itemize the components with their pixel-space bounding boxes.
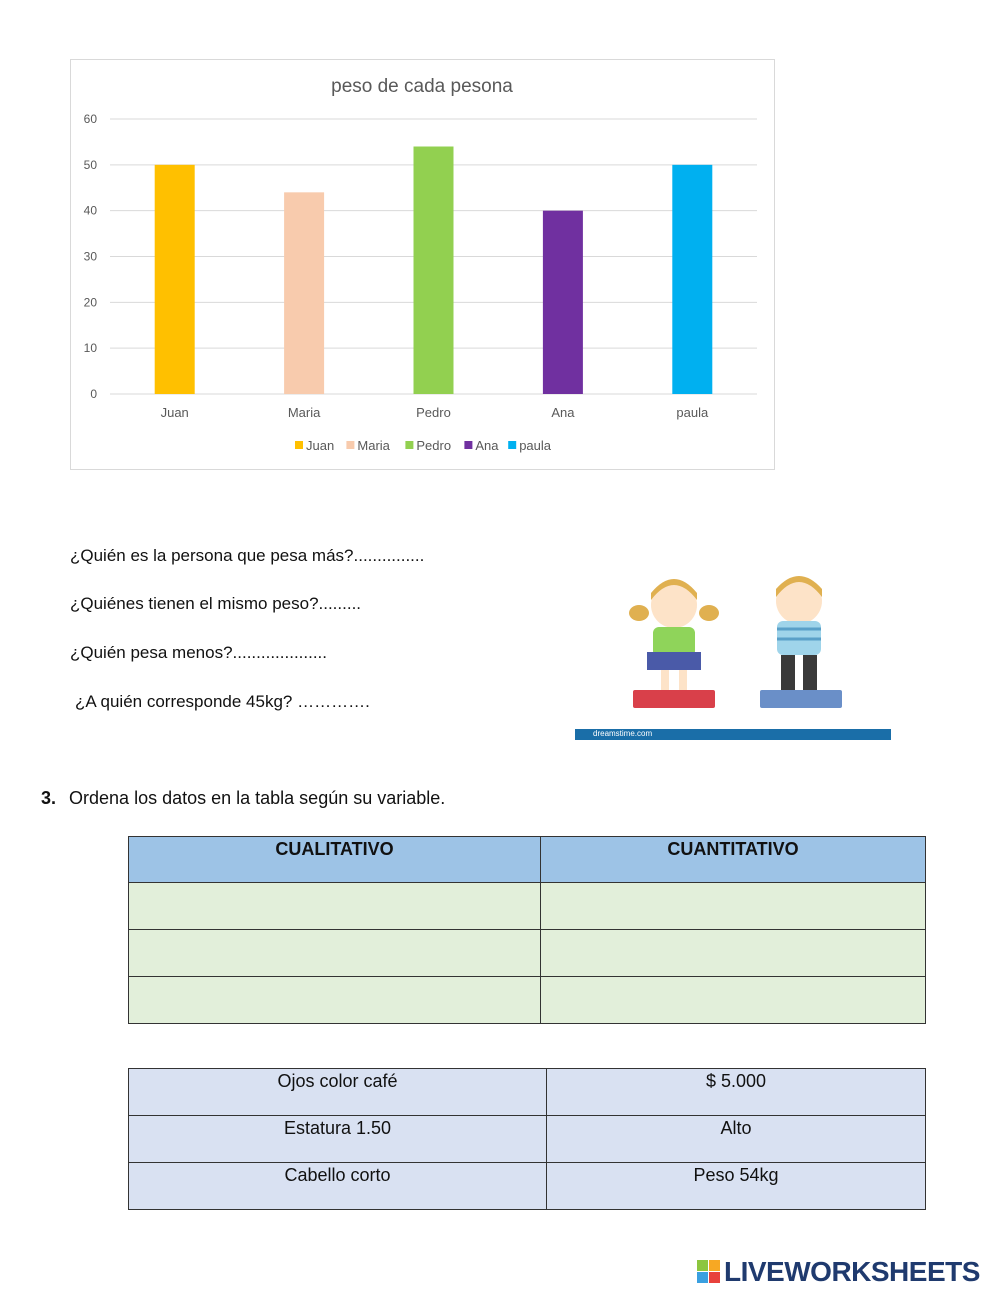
drop-cell[interactable] bbox=[129, 883, 541, 930]
legend-swatch-pedro bbox=[405, 441, 413, 449]
item-cell[interactable]: Alto bbox=[547, 1116, 926, 1163]
item-cell[interactable]: Peso 54kg bbox=[547, 1163, 926, 1210]
chart-svg bbox=[71, 60, 774, 469]
y-tick-label: 30 bbox=[83, 249, 97, 264]
y-tick-label: 0 bbox=[90, 387, 97, 401]
y-tick-label: 50 bbox=[83, 157, 97, 172]
legend-label: Ana bbox=[475, 438, 499, 453]
section-number: 3. bbox=[41, 788, 57, 808]
legend-swatch-ana bbox=[464, 441, 472, 449]
y-tick-label: 40 bbox=[83, 203, 97, 218]
section-text: Ordena los datos en la tabla según su variable. bbox=[69, 788, 446, 808]
legend-label: paula bbox=[519, 438, 552, 453]
drop-cell[interactable] bbox=[541, 883, 926, 930]
x-tick-label: paula bbox=[676, 405, 709, 420]
legend-label: Maria bbox=[357, 438, 390, 453]
legend-swatch-paula bbox=[508, 441, 516, 449]
question-3: ¿Quién pesa menos?.................... bbox=[70, 643, 328, 662]
legend-swatch-juan bbox=[295, 441, 303, 449]
image-credit: dreamstime.com bbox=[593, 729, 653, 738]
chart-title: peso de cada pesona bbox=[331, 76, 513, 97]
drop-cell[interactable] bbox=[129, 977, 541, 1024]
x-tick-label: Maria bbox=[287, 405, 321, 420]
x-tick-label: Ana bbox=[551, 405, 575, 420]
drop-cell[interactable] bbox=[541, 977, 926, 1024]
question-1: ¿Quién es la persona que pesa más?............... bbox=[70, 546, 425, 565]
section-heading bbox=[41, 788, 445, 809]
logo-text: LIVEWORKSHEETS bbox=[724, 1256, 980, 1287]
drop-cell[interactable] bbox=[129, 930, 541, 977]
legend-label: Juan bbox=[306, 438, 335, 453]
drop-cell[interactable] bbox=[541, 930, 926, 977]
legend-swatch-maria bbox=[346, 441, 354, 449]
classification-table bbox=[128, 836, 926, 1024]
bar-paula bbox=[672, 165, 712, 394]
y-tick-label: 60 bbox=[83, 112, 97, 126]
item-cell[interactable]: Cabello corto bbox=[129, 1163, 547, 1210]
question-4: ¿A quién corresponde 45kg? …………. bbox=[75, 692, 370, 711]
item-cell[interactable]: $ 5.000 bbox=[547, 1069, 926, 1116]
bar-juan bbox=[155, 165, 195, 394]
header-cuantitativo: CUANTITATIVO bbox=[541, 837, 926, 883]
question-2: ¿Quiénes tienen el mismo peso?......... bbox=[70, 594, 362, 613]
header-cualitativo: CUALITATIVO bbox=[129, 837, 541, 883]
bar-chart bbox=[70, 59, 775, 470]
item-cell[interactable]: Estatura 1.50 bbox=[129, 1116, 547, 1163]
x-tick-label: Pedro bbox=[416, 405, 451, 420]
bar-pedro bbox=[414, 147, 454, 395]
y-tick-label: 20 bbox=[83, 295, 97, 310]
children-on-scales-illustration bbox=[575, 545, 891, 741]
y-tick-label: 10 bbox=[83, 341, 97, 356]
liveworksheets-logo bbox=[697, 1256, 980, 1288]
bar-ana bbox=[543, 211, 583, 394]
x-tick-label: Juan bbox=[160, 405, 189, 420]
live-blocks-icon bbox=[697, 1260, 721, 1284]
bar-maria bbox=[284, 192, 324, 394]
data-items-table bbox=[128, 1068, 926, 1210]
legend-label: Pedro bbox=[416, 438, 452, 453]
item-cell[interactable]: Ojos color café bbox=[129, 1069, 547, 1116]
